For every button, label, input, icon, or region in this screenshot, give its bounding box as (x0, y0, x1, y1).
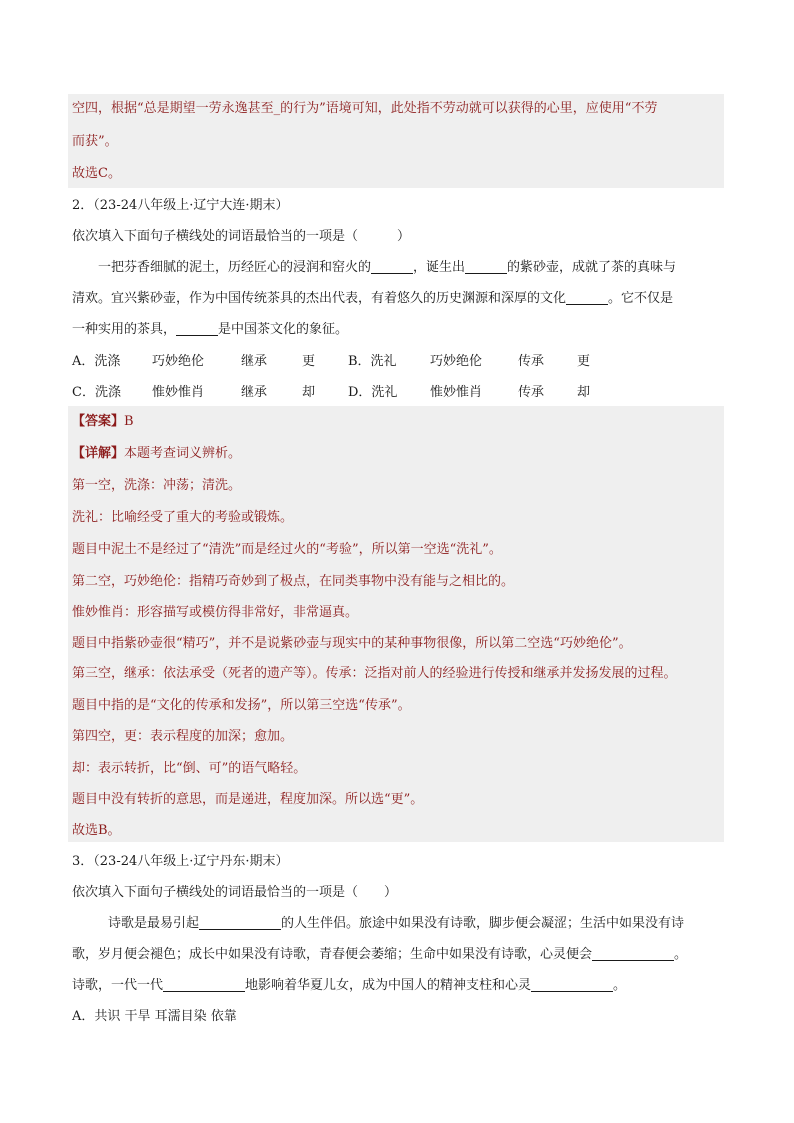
q2-option-b-letter: B．洗礼 (348, 354, 397, 369)
detail-tag: 【详解】 (72, 446, 125, 461)
q2-header: 2．（23-24八年级上·辽宁大连·期末） (72, 198, 289, 213)
blank-2 (465, 260, 507, 274)
q2-option-b-word4: 更 (577, 354, 591, 369)
q3-text: 诗歌是最易引起 (108, 916, 200, 931)
q2-option-d-letter: D．洗礼 (348, 385, 398, 400)
q2-option-a-word4: 更 (302, 354, 316, 369)
q2-explanation-1: 第一空，洗涤：冲荡；清洗。 (72, 478, 242, 493)
q2-text: 是中国茶文化的象征。 (218, 322, 349, 337)
q2-option-c-word3: 继承 (241, 385, 268, 400)
q2-text: 一种实用的茶具， (72, 322, 177, 337)
prev-answer-line-2: 而获”。 (72, 134, 118, 149)
blank-3 (566, 291, 608, 305)
blank-1 (199, 916, 281, 930)
q2-explanation-7: 第三空，继承：依法承受（死者的遗产等）。传承：泛指对前人的经验进行传授和继承并发扬发展的过程。 (72, 666, 677, 681)
q2-option-a-word3: 继承 (241, 354, 268, 369)
q2-explanation-2: 洗礼：比喻经受了重大的考验或锻炼。 (72, 510, 294, 525)
q2-text: ，诞生出 (413, 260, 466, 275)
q3-text: 诗歌，一代一代 (72, 978, 164, 993)
q2-explanation-10: 却：表示转折，比“倒、可”的语气略轻。 (72, 761, 307, 776)
q2-explanation-9: 第四空，更：表示程度的加深；愈加。 (72, 729, 294, 744)
q2-explanation-8: 题目中指的是“文化的传承和发扬”，所以第三空选“传承”。 (72, 698, 411, 713)
q2-option-a-word2: 巧妙绝伦 (152, 354, 205, 369)
q2-option-c-letter: C．洗涤 (72, 385, 121, 400)
blank-1 (371, 260, 413, 274)
q3-text: 的人生伴侣。旅途中如果没有诗歌，脚步便会凝涩；生活中如果没有诗 (281, 916, 685, 931)
q2-text: 的紫砂壶，成就了茶的真味与 (507, 260, 677, 275)
answer-value: B (124, 414, 134, 429)
q2-option-c-word2: 惟妙惟肖 (152, 385, 205, 400)
q2-option-d-word3: 传承 (518, 385, 545, 400)
prev-answer-line-1: 空四，根据“总是期望一劳永逸甚至_的行为”语境可知，此处指不劳动就可以获得的心里，应使用“不劳 (72, 101, 658, 116)
q2-text: 。它不仅是 (608, 291, 674, 306)
q3-text: 地影响着华夏儿女，成为中国人的精神支柱和心灵 (245, 978, 532, 993)
blank-4 (176, 322, 218, 336)
q3-passage-line-2 (72, 947, 687, 963)
q3-text: 。 (674, 947, 688, 962)
q3-passage-line-3 (72, 978, 626, 994)
blank-4 (531, 978, 613, 992)
q2-detail (72, 446, 241, 462)
q2-text: 一把芬香细腻的泥土，历经匠心的浸润和窑火的 (98, 260, 372, 275)
q2-passage-line-1 (98, 260, 676, 276)
q3-passage-line-1 (108, 916, 684, 932)
answer-tag: 【答案】 (72, 414, 125, 429)
q2-explanation-11: 题目中没有转折的意思，而是递进，程度加深。所以选“更”。 (72, 792, 424, 807)
q2-stem: 依次填入下面句子横线处的词语最恰当的一项是（ ） (72, 229, 411, 244)
q2-option-a-letter: A．洗涤 (72, 354, 121, 369)
prev-answer-conclusion: 故选C。 (72, 166, 121, 181)
q2-explanation-4: 第二空，巧妙绝伦：指精巧奇妙到了极点，在同类事物中没有能与之相比的。 (72, 574, 515, 589)
q2-explanation-3: 题目中泥土不是经过了“清洗”而是经过火的“考验”，所以第一空选“洗礼”。 (72, 542, 502, 557)
q2-answer (72, 414, 134, 430)
q2-option-d-word4: 却 (577, 385, 591, 400)
q2-explanation-5: 惟妙惟肖：形容描写或模仿得非常好，非常逼真。 (72, 605, 359, 620)
q2-option-b-word2: 巧妙绝伦 (430, 354, 483, 369)
q3-text: 歌，岁月便会褪色；成长中如果没有诗歌，青春便会萎缩；生命中如果没有诗歌，心灵便会 (72, 947, 593, 962)
q2-passage-line-3 (72, 322, 348, 338)
q2-option-c-word4: 却 (302, 385, 316, 400)
q2-passage-line-2 (72, 291, 673, 307)
q3-option-a: A．共识 干旱 耳濡目染 依靠 (72, 1009, 237, 1024)
detail-intro: 本题考查词义辨析。 (124, 446, 242, 461)
q2-text: 清欢。宜兴紫砂壶，作为中国传统茶具的杰出代表，有着悠久的历史渊源和深厚的文化 (72, 291, 567, 306)
blank-2 (592, 947, 674, 961)
q3-text: 。 (613, 978, 627, 993)
q2-explanation-6: 题目中指紫砂壶很“精巧”，并不是说紫砂壶与现实中的某种事物很像，所以第二空选“巧妙绝伦”。 (72, 636, 632, 651)
q3-stem: 依次填入下面句子横线处的词语最恰当的一项是（ ） (72, 885, 398, 900)
blank-3 (163, 978, 245, 992)
q2-explanation-12: 故选B。 (72, 823, 121, 838)
q2-option-b-word3: 传承 (518, 354, 545, 369)
q2-option-d-word2: 惟妙惟肖 (430, 385, 483, 400)
q3-header: 3．（23-24八年级上·辽宁丹东·期末） (72, 854, 289, 869)
